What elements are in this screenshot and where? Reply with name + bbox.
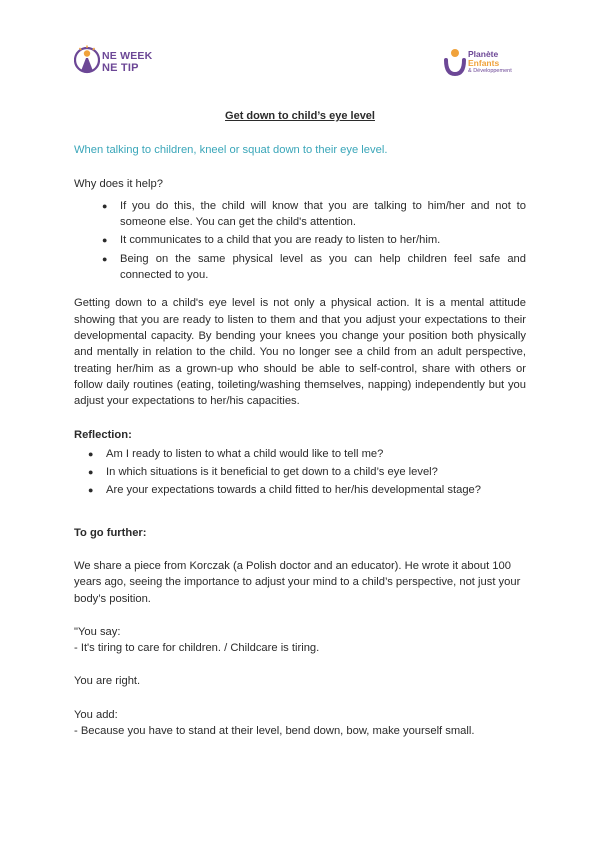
- logo-developpement: & Développement: [468, 68, 512, 74]
- korczak-intro: We share a piece from Korczak (a Polish doctor and an educator). He wrote it about 100 years ago, seeing the importance to adjust your mind to a child’s perspective, not just your body’s position.: [74, 559, 521, 605]
- document-subtitle: When talking to children, kneel or squat down to their eye level.: [74, 144, 388, 157]
- why-heading: Why does it help?: [74, 177, 163, 190]
- document-title: Get down to child’s eye level: [225, 110, 375, 122]
- bullet-icon: ●: [88, 467, 94, 478]
- quote-line: "You say:: [74, 625, 121, 638]
- list-item: ● It communicates to a child that you are ready to listen to her/him.: [120, 232, 526, 248]
- bullet-icon: ●: [102, 200, 108, 211]
- why-list: [74, 198, 526, 283]
- quote-line: - It's tiring to care for children. / Childcare is tiring.: [74, 642, 320, 655]
- list-item: ● If you do this, the child will know that you are talking to him/her and not to someone else. You can get the child's attention.: [102, 199, 526, 229]
- reflection-heading: Reflection:: [74, 429, 132, 442]
- logo-enfants: Enfants: [468, 58, 500, 68]
- bullet-icon: ●: [102, 253, 108, 264]
- logo-planete: Planète: [468, 49, 499, 59]
- list-item: ● Am I ready to listen to what a child would like to tell me?: [106, 446, 526, 462]
- planete-enfants-logo: [443, 48, 543, 80]
- quote-line: - Because you have to stand at their level, bend down, bow, make yourself small.: [74, 725, 475, 738]
- child-figure-icon: [443, 48, 467, 76]
- document-body: [74, 108, 526, 739]
- bullet-icon: ●: [88, 448, 94, 459]
- logo-text-line1: NE WEEK: [102, 50, 153, 62]
- list-item: ● In which situations is it beneficial to get down to a child’s eye level?: [106, 464, 526, 480]
- one-week-one-tip-logo: [74, 45, 174, 81]
- list-item: ● Being on the same physical level as you can help children feel safe and connected to you.: [102, 252, 526, 282]
- reflection-list: [74, 446, 526, 499]
- lightbulb-person-icon: [74, 45, 100, 79]
- list-item: ● Are your expectations towards a child fitted to her/his developmental stage?: [106, 482, 526, 498]
- main-paragraph: Getting down to a child's eye level is not only a physical action. It is a mental attitude showing that you are ready to listen to them and that you adjust your expectations to their developmental capacity. By bending your knees you change your position both physically and mentally in relation to the child. You no longer see a child from an adult perspective, treating her/him as a grown-up who should be able to self-control, share with others or follow daily routines (eating, toileting/washing themselves, napping) independently but you adjust your expectations to her/his capacities.: [74, 297, 526, 408]
- quote-line: You add:: [74, 708, 118, 721]
- bullet-icon: ●: [102, 235, 108, 246]
- quote-line: You are right.: [74, 675, 141, 688]
- bullet-icon: ●: [88, 485, 94, 496]
- further-heading: To go further:: [74, 526, 147, 539]
- logo-text-line2: NE TIP: [102, 62, 139, 74]
